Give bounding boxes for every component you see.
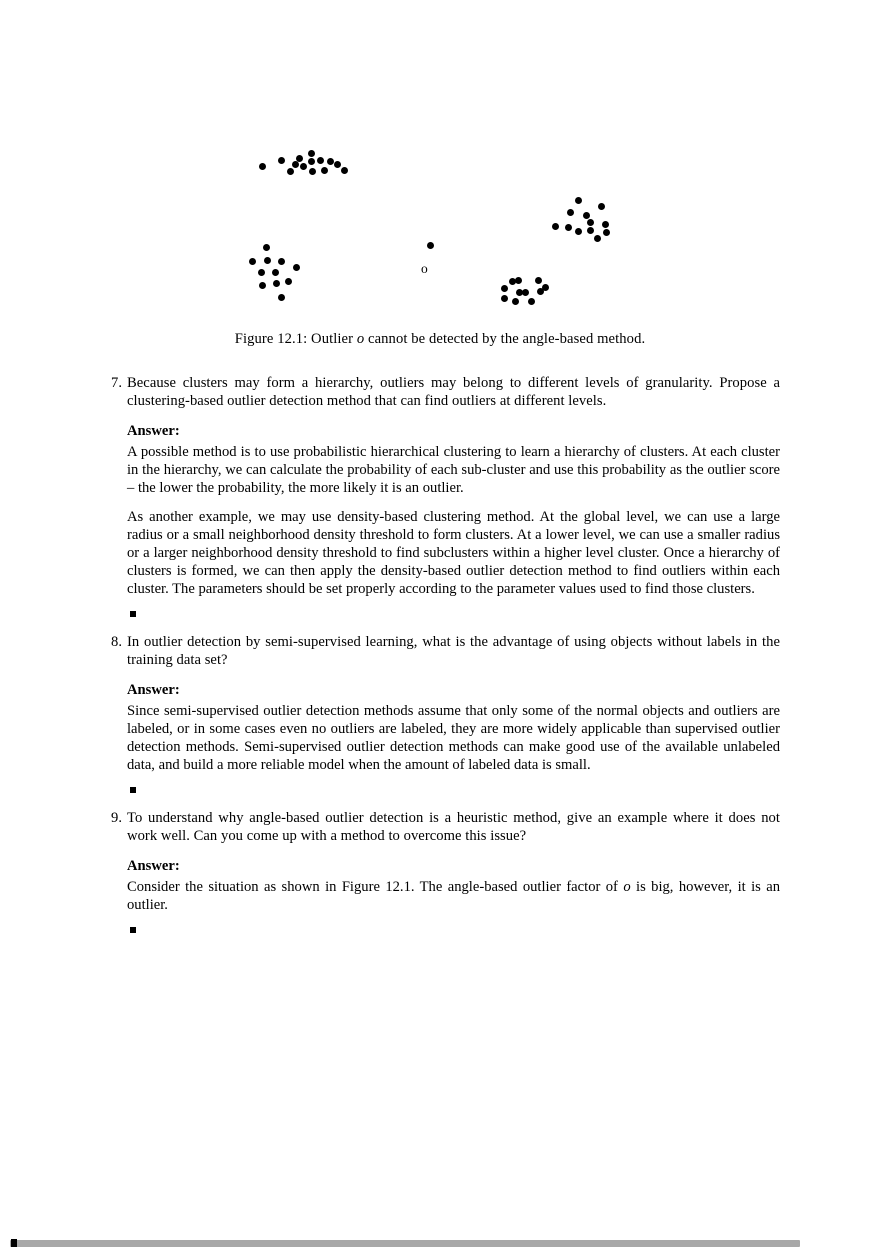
scatter-point-cluster-top-left-1 [278, 157, 285, 164]
scatter-point-cluster-top-right-1 [567, 209, 574, 216]
scatter-point-cluster-top-right-8 [575, 228, 582, 235]
answer-9-part1: Consider the situation as shown in Figure 12.1. The angle-based outlier factor of [127, 879, 624, 896]
scatter-point-cluster-top-left-10 [327, 158, 334, 165]
answer-paragraph-7-2: As another example, we may use density-based clustering method. At the global level, we can use a large radius or a small neighborhood density threshold to form clusters. At a lower level, we can use a smaller radius or a larger neighborhood density threshold to find subclusters within a higher level cluster. Once a hierarchy of clusters is formed, we can then apply the density-based outlier detection method to find outliers within each cluster. The parameters should be set properly according to the parameter values used to find those clusters. [127, 509, 780, 598]
scatter-point-cluster-top-left-12 [341, 167, 348, 174]
answer-label-9: Answer: [127, 858, 180, 875]
answer-label-8: Answer: [127, 682, 180, 699]
figure-12-1 [0, 0, 880, 360]
figure-caption-italic-o: o [356, 331, 365, 347]
scatter-point-cluster-top-left-11 [334, 161, 341, 168]
scrollbar-left-cap[interactable] [11, 1239, 17, 1247]
scatter-point-cluster-top-right-10 [603, 229, 610, 236]
scatter-point-cluster-top-left-8 [317, 157, 324, 164]
scatter-point-cluster-bottom-right-7 [512, 298, 519, 305]
answer-paragraph-9-1 [127, 878, 780, 914]
scatter-point-cluster-top-right-5 [552, 223, 559, 230]
horizontal-scrollbar[interactable] [0, 1234, 880, 1247]
scatter-point-cluster-bottom-left-10 [278, 294, 285, 301]
qed-square-icon-9 [130, 927, 136, 933]
scatter-point-cluster-top-left-9 [321, 167, 328, 174]
qed-square-icon-7 [130, 611, 136, 617]
page-content [100, 374, 780, 933]
scatter-point-cluster-bottom-left-2 [264, 257, 271, 264]
question-item-7 [100, 374, 780, 617]
scatter-point-cluster-top-right-0 [575, 197, 582, 204]
figure-caption-part2: cannot be detected by the angle-based method. [364, 331, 646, 347]
scatter-point-cluster-bottom-left-3 [278, 258, 285, 265]
scatter-point-cluster-bottom-right-1 [535, 277, 542, 284]
scatter-point-cluster-bottom-left-0 [263, 244, 270, 251]
scatter-point-cluster-bottom-left-6 [293, 264, 300, 271]
scatter-point-cluster-top-right-7 [602, 221, 609, 228]
answer-9-italic-o: o [623, 879, 631, 896]
scatter-point-cluster-bottom-left-7 [285, 278, 292, 285]
scatter-point-cluster-bottom-right-4 [522, 289, 529, 296]
answer-label-7: Answer: [127, 423, 180, 440]
question-prompt-9: To understand why angle-based outlier detection is a heuristic method, give an example where it does not work well. Can you come up with a method to overcome this issue? [127, 810, 780, 845]
spacer-8-9 [100, 793, 780, 809]
question-body-8 [122, 633, 780, 793]
answer-paragraph-7-1: A possible method is to use probabilistic hierarchical clustering to learn a hierarchy of clusters. At each cluster in the hierarchy, we can calculate the probability of each sub-cluster and use this probability as the outlier score – the lower the probability, the more likely it is an outlier. [127, 444, 780, 497]
scatter-point-cluster-bottom-right-6 [501, 295, 508, 302]
scatter-point-cluster-bottom-left-1 [249, 258, 256, 265]
question-number-8: 8. [111, 634, 122, 651]
scatter-point-cluster-bottom-right-2 [501, 285, 508, 292]
question-item-8 [100, 633, 780, 793]
question-number-9: 9. [111, 810, 122, 827]
scatter-plot [0, 0, 880, 320]
figure-caption-part1: Figure 12.1: Outlier [234, 331, 357, 347]
answer-9-part2: is big, however, it is an outlier. [127, 879, 780, 914]
scrollbar-thumb[interactable] [10, 1240, 800, 1247]
scatter-point-cluster-top-right-9 [587, 227, 594, 234]
spacer-7-8 [100, 617, 780, 633]
scatter-point-cluster-top-right-6 [565, 224, 572, 231]
scatter-point-cluster-bottom-left-8 [259, 282, 266, 289]
scatter-point-cluster-top-left-13 [292, 161, 299, 168]
scatter-point-cluster-top-right-2 [598, 203, 605, 210]
qed-square-icon-8 [130, 787, 136, 793]
scatter-point-cluster-bottom-left-5 [272, 269, 279, 276]
question-number-7: 7. [111, 375, 122, 391]
scatter-point-cluster-top-left-4 [300, 163, 307, 170]
scatter-point-cluster-top-right-4 [587, 219, 594, 226]
question-item-9 [100, 809, 780, 933]
question-prompt-8: In outlier detection by semi-supervised learning, what is the advantage of using objects without labels in the training data set? [127, 634, 780, 669]
scatter-point-cluster-top-left-6 [308, 158, 315, 165]
outlier-label-0: o [421, 261, 428, 276]
scatter-point-cluster-bottom-right-10 [509, 278, 516, 285]
question-prompt-7: Because clusters may form a hierarchy, outliers may belong to different levels of granularity. Propose a clustering-based outlier detection method that can find outliers at different levels. [127, 375, 780, 410]
scatter-point-cluster-top-left-7 [309, 168, 316, 175]
scatter-point-cluster-bottom-right-8 [528, 298, 535, 305]
scatter-point-cluster-top-left-0 [259, 163, 266, 170]
question-body-9 [122, 809, 780, 933]
scatter-point-cluster-top-left-5 [308, 150, 315, 157]
figure-caption [0, 330, 880, 348]
scrollbar-track[interactable] [0, 1237, 880, 1245]
scatter-point-cluster-top-right-3 [583, 212, 590, 219]
answer-paragraph-8-1: Since semi-supervised outlier detection methods assume that only some of the normal objects and outliers are labeled, or in some cases even no outliers are labeled, they are more widely applicable than supervised outlier detection methods. Semi-supervised outlier detection methods can make good use of the available unlabeled data, and build a more reliable model when the amount of labeled data is small. [127, 703, 780, 774]
scatter-point-cluster-top-left-2 [287, 168, 294, 175]
question-body-7 [122, 374, 780, 617]
scatter-point-outlier-0 [427, 242, 434, 249]
scatter-point-cluster-bottom-right-0 [515, 277, 522, 284]
scatter-point-cluster-top-right-11 [594, 235, 601, 242]
scatter-point-cluster-bottom-right-9 [542, 284, 549, 291]
scatter-point-cluster-bottom-left-9 [273, 280, 280, 287]
scatter-point-cluster-bottom-left-4 [258, 269, 265, 276]
